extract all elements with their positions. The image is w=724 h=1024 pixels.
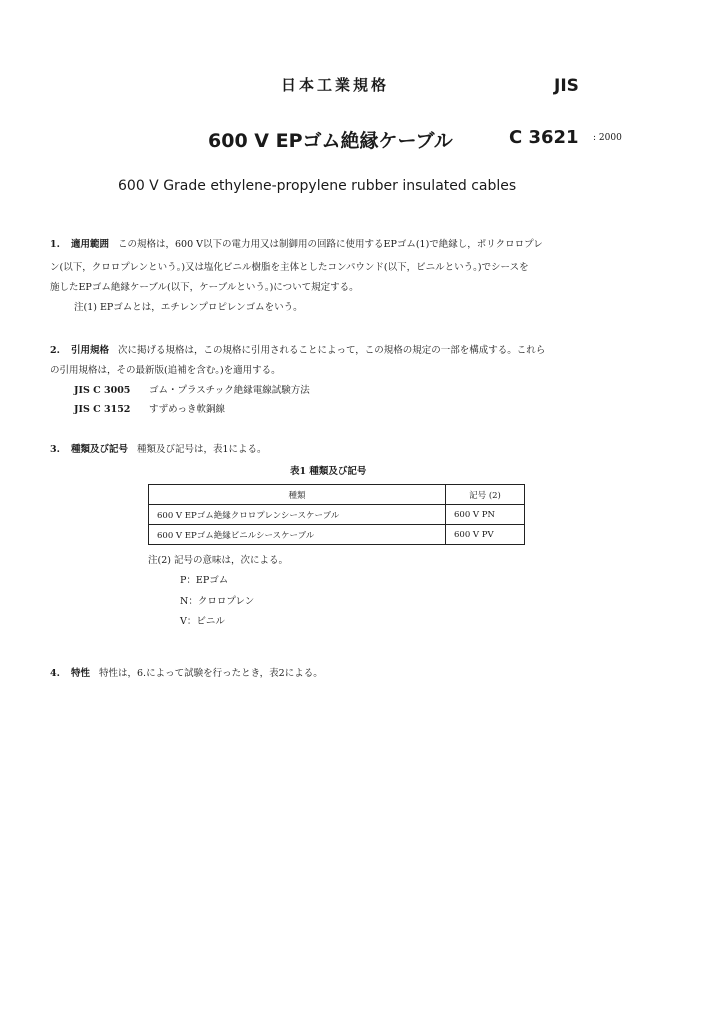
- reference-title: ゴム・プラスチック絶縁電線試験方法: [149, 385, 310, 396]
- section-4-heading: 特性: [70, 668, 90, 679]
- reference-title: すずめっき軟銅線: [149, 404, 226, 415]
- table-note-item: N：クロロプレン: [180, 596, 255, 607]
- table-cell-kind: 600 V EPゴム絶縁クロロプレンシースケーブル: [149, 505, 446, 525]
- document-title-en: 600 V Grade ethylene-propylene rubber insulated cables: [118, 178, 517, 194]
- section-1-line-1: [50, 235, 543, 254]
- reference-code: JIS C 3152: [74, 404, 131, 415]
- table-header-kind: 種類: [149, 485, 446, 505]
- section-2-number: 2.: [50, 345, 60, 356]
- table-cell-symbol: 600 V PV: [446, 525, 525, 545]
- table-note-item: P：EPゴム: [180, 575, 229, 586]
- table-note-item: V：ビニル: [180, 616, 225, 627]
- section-1-note: 注(1) EPゴムとは，エチレンプロピレンゴムをいう。: [74, 302, 303, 313]
- section-3-number: 3.: [50, 444, 60, 455]
- section-4-text-1: 特性は，6.によって試験を行ったとき，表2による。: [99, 668, 323, 679]
- table-cell-kind: 600 V EPゴム絶縁ビニルシースケーブル: [149, 525, 446, 545]
- reference-item: [74, 381, 310, 400]
- standard-year: : 2000: [593, 133, 622, 143]
- table-note-title: 注(2) 記号の意味は，次による。: [148, 555, 288, 566]
- section-1-number: 1.: [50, 239, 60, 250]
- table-cell-symbol: 600 V PN: [446, 505, 525, 525]
- jis-mark: JIS: [554, 76, 579, 96]
- section-3-line-1: [50, 440, 267, 459]
- section-2-heading: 引用規格: [70, 345, 109, 356]
- table-caption: 表1 種類及び記号: [290, 466, 367, 477]
- kinds-table: [148, 484, 525, 545]
- section-1-text-1: この規格は，600 V以下の電力用又は制御用の回路に使用するEPゴム(1)で絶縁し，ポリクロロプレ: [118, 239, 543, 250]
- standard-number: C 3621: [509, 127, 579, 148]
- section-1-text-2: ン(以下，クロロプレンという。)又は塩化ビニル樹脂を主体としたコンパウンド(以下，ビニルという。)でシースを: [50, 262, 529, 273]
- section-1-text-3: 施したEPゴム絶縁ケーブル(以下，ケーブルという。)について規定する。: [50, 282, 359, 293]
- document-title-ja: 600 V EPゴム絶縁ケーブル: [208, 130, 453, 152]
- section-4-number: 4.: [50, 668, 60, 679]
- reference-item: [74, 400, 225, 419]
- section-1-heading: 適用範囲: [70, 239, 109, 250]
- table-header-symbol: 記号 (2): [446, 485, 525, 505]
- standard-title: 日本工業規格: [281, 76, 390, 94]
- section-3-heading: 種類及び記号: [70, 444, 128, 455]
- section-2-text-1: 次に掲げる規格は，この規格に引用されることによって，この規格の規定の一部を構成する。これら: [118, 345, 546, 356]
- table-header-row: [149, 485, 525, 505]
- reference-code: JIS C 3005: [74, 385, 131, 396]
- section-3-text-1: 種類及び記号は，表1による。: [137, 444, 267, 455]
- section-4-line-1: [50, 664, 323, 683]
- table-row: [149, 525, 525, 545]
- section-2-text-2: の引用規格は，その最新版(追補を含む。)を適用する。: [50, 365, 281, 376]
- section-2-line-1: [50, 341, 545, 360]
- table-row: [149, 505, 525, 525]
